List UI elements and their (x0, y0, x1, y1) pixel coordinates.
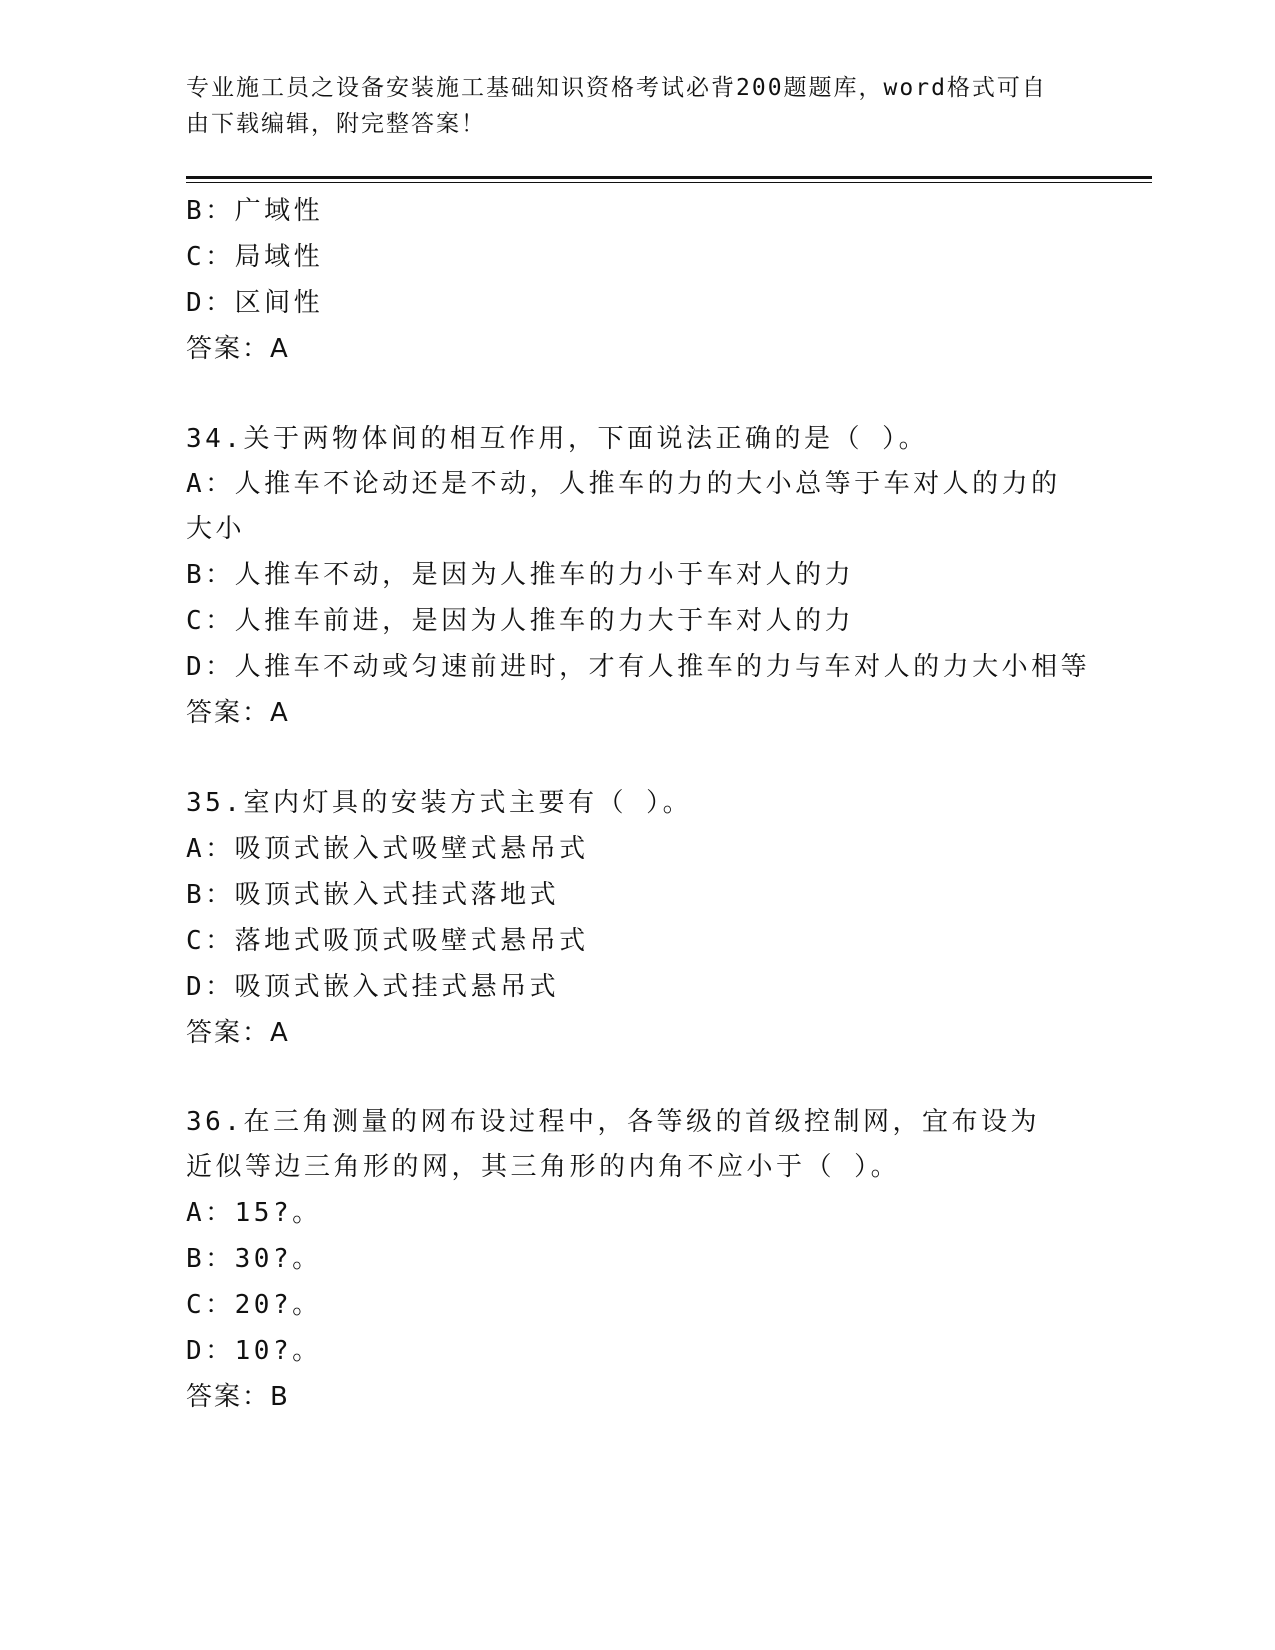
question-stem: 36.在三角测量的网布设过程中，各等级的首级控制网，宜布设为近似等边三角形的网，其三角形的内角不应小于（ ）。 (186, 1107, 1040, 1182)
option-d: D：吸顶式嵌入式挂式悬吊式 (186, 972, 560, 1002)
option-d: D：区间性 (186, 288, 324, 318)
option-a: A：15?。 (186, 1198, 322, 1228)
answer-line: 答案：A (186, 1018, 290, 1048)
header-divider-thick (186, 176, 1152, 179)
question-content (186, 188, 1091, 1420)
answer-line: 答案：B (186, 1382, 290, 1412)
answer-line: 答案：A (186, 698, 290, 728)
option-b: B：广域性 (186, 196, 324, 226)
answer-line: 答案：A (186, 334, 290, 364)
option-c: C：人推车前进，是因为人推车的力大于车对人的力 (186, 606, 855, 636)
option-d: D：10?。 (186, 1336, 322, 1366)
document-header: 专业施工员之设备安装施工基础知识资格考试必背200题题库，word格式可自由下载编辑，附完整答案！ (186, 75, 1047, 137)
option-b: B：30?。 (186, 1244, 322, 1274)
option-a: A：人推车不论动还是不动，人推车的力的大小总等于车对人的力的大小 (186, 469, 1061, 544)
question-stem: 34.关于两物体间的相互作用，下面说法正确的是（ ）。 (186, 424, 929, 454)
option-a: A：吸顶式嵌入式吸壁式悬吊式 (186, 834, 589, 864)
header-divider-thin (186, 182, 1152, 183)
option-c: C：局域性 (186, 242, 324, 272)
option-b: B：吸顶式嵌入式挂式落地式 (186, 880, 560, 910)
option-c: C：落地式吸顶式吸壁式悬吊式 (186, 926, 589, 956)
option-d: D：人推车不动或匀速前进时，才有人推车的力与车对人的力大小相等 (186, 652, 1091, 682)
option-c: C：20?。 (186, 1290, 322, 1320)
question-stem: 35.室内灯具的安装方式主要有（ ）。 (186, 788, 693, 818)
option-b: B：人推车不动，是因为人推车的力小于车对人的力 (186, 560, 855, 590)
